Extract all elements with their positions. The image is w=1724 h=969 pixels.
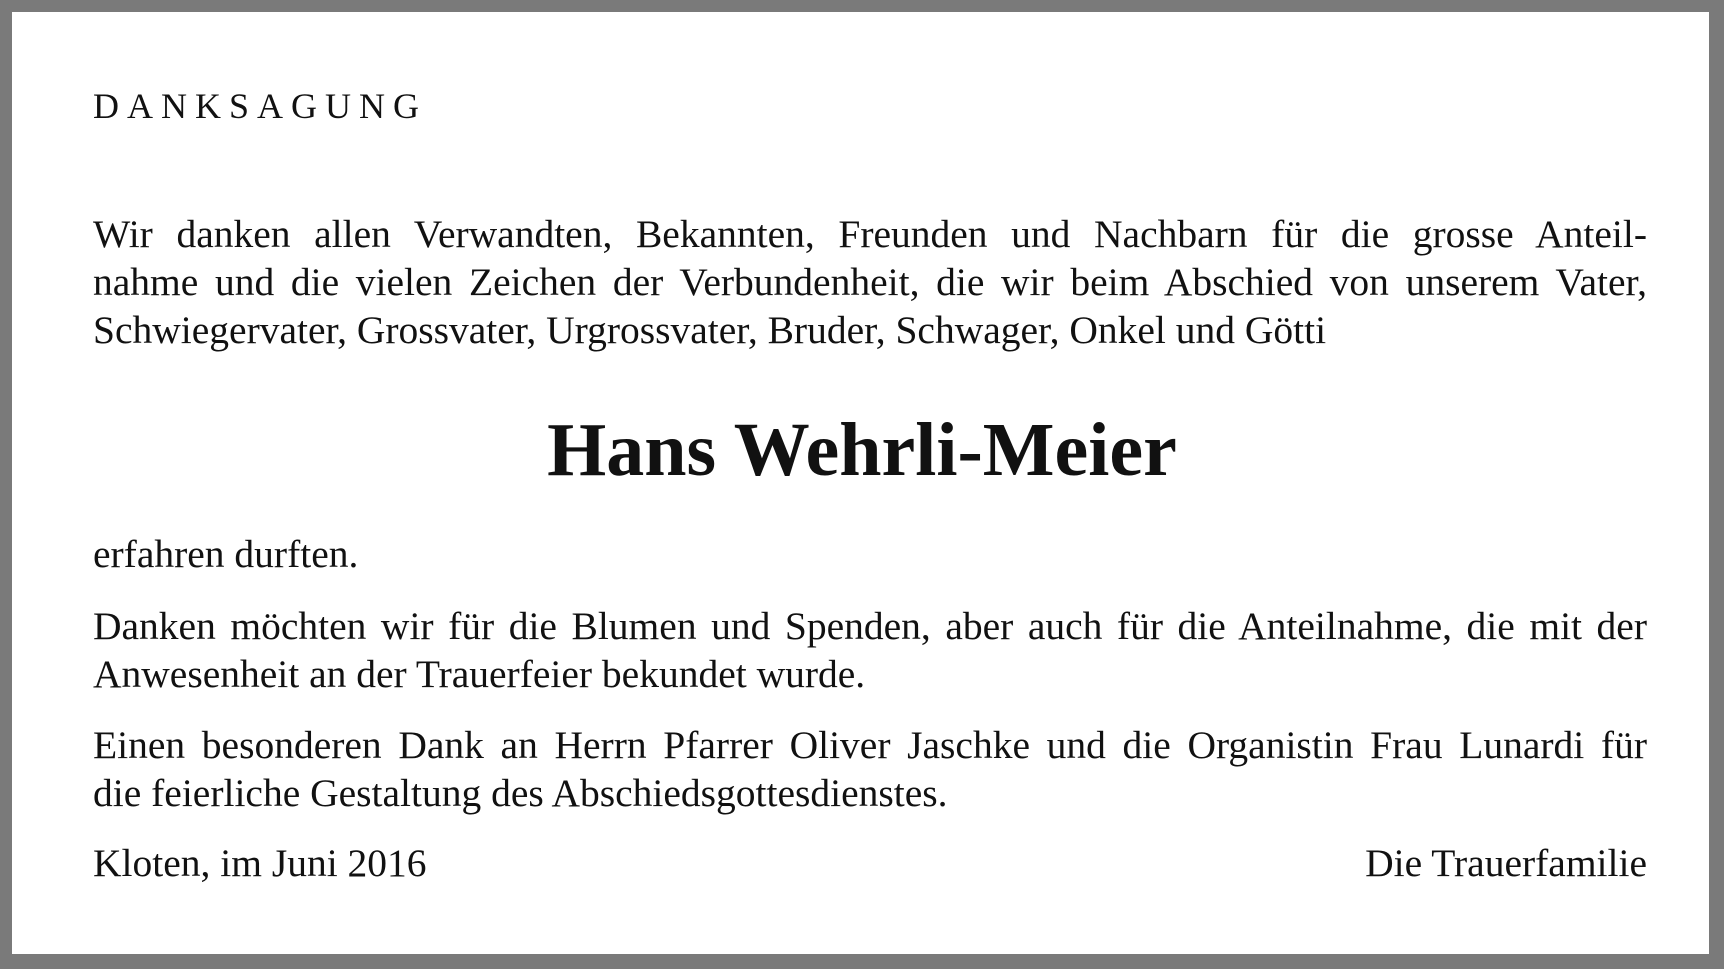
intro-paragraph: [93, 210, 1647, 354]
notice-heading: DANKSAGUNG: [93, 86, 428, 126]
intro-line-1: Wir danken allen Verwandten, Bekannten, Freunden und Nachbarn für die grosse Anteil-: [93, 212, 1647, 256]
obituary-card: [12, 12, 1709, 954]
place-date: Kloten, im Juni 2016: [93, 841, 427, 885]
after-name-text: erfahren durften.: [93, 532, 359, 576]
flowers-paragraph: [93, 602, 1647, 698]
special-thanks-paragraph: [93, 721, 1647, 817]
flowers-line-1: Danken möchten wir für die Blumen und Spenden, aber auch für die Anteilnahme, die mit der: [93, 604, 1647, 648]
signature: Die Trauerfamilie: [1365, 841, 1647, 885]
footer: [93, 839, 1647, 887]
flowers-line-2: Anwesenheit an der Trauerfeier bekundet wurde.: [93, 652, 866, 696]
special-thanks-line-2: die feierliche Gestaltung des Abschiedsgottesdienstes.: [93, 771, 948, 815]
intro-line-2: nahme und die vielen Zeichen der Verbundenheit, die wir beim Abschied von unserem Vater,: [93, 260, 1647, 304]
special-thanks-line-1: Einen besonderen Dank an Herrn Pfarrer Oliver Jaschke und die Organistin Frau Lunardi für: [93, 723, 1647, 767]
intro-line-3: Schwiegervater, Grossvater, Urgrossvater, Bruder, Schwager, Onkel und Götti: [93, 308, 1327, 352]
deceased-name: Hans Wehrli-Meier: [547, 408, 1177, 492]
